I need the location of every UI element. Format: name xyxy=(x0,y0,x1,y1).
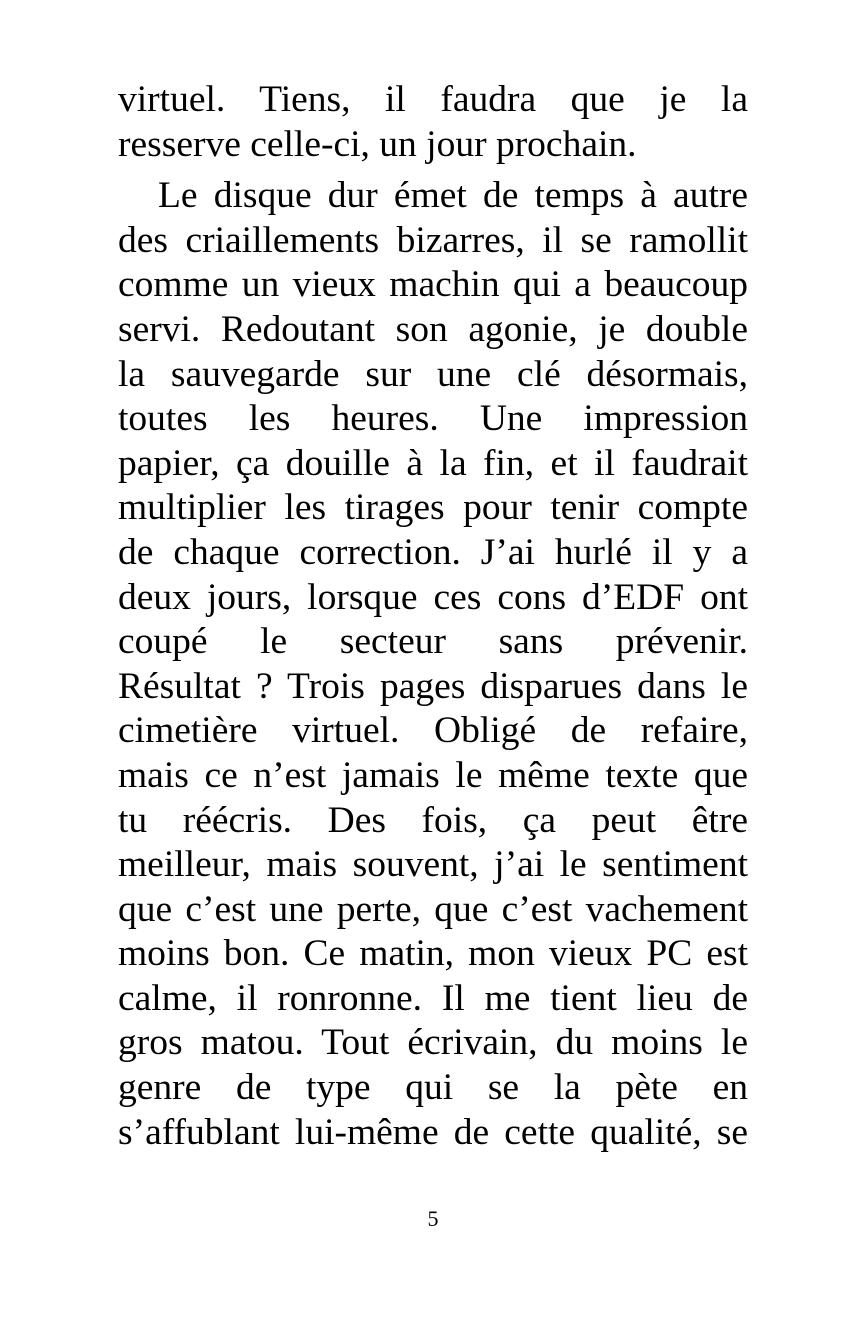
paragraph-1 xyxy=(118,78,748,167)
text-line: des criaillements bizarres, il se ramollit xyxy=(118,219,748,261)
body-text xyxy=(118,78,748,1155)
text-line: virtuel. Tiens, il faudra que je la xyxy=(118,79,748,120)
paragraph-2 xyxy=(118,174,748,1155)
text-line: gros matou. Tout écrivain, du moins le xyxy=(118,1022,748,1064)
text-line: calme, il ronronne. Il me tient lieu de xyxy=(118,977,748,1019)
text-line: meilleur, mais souvent, j’ai le sentiment xyxy=(118,844,748,886)
text-line: cimetière virtuel. Obligé de refaire, xyxy=(118,710,748,752)
text-line: la sauvegarde sur une clé désormais, xyxy=(118,353,748,395)
text-line: resserve celle-ci, un jour prochain. xyxy=(118,123,637,165)
text-line: deux jours, lorsque ces cons d’EDF ont xyxy=(118,576,748,618)
text-line: toutes les heures. Une impression xyxy=(118,398,748,440)
text-line: servi. Redoutant son agonie, je double xyxy=(118,308,748,350)
text-line: que c’est une perte, que c’est vachement xyxy=(118,888,748,930)
text-line: coupé le secteur sans prévenir. xyxy=(118,621,748,663)
text-line: mais ce n’est jamais le même texte que xyxy=(118,754,748,796)
text-line: papier, ça douille à la fin, et il faudrait xyxy=(118,442,748,484)
text-line: tu réécris. Des fois, ça peut être xyxy=(118,799,748,841)
text-line: genre de type qui se la pète en xyxy=(118,1067,748,1109)
text-line: Le disque dur émet de temps à autre xyxy=(158,175,748,217)
text-line: comme un vieux machin qui a beaucoup xyxy=(118,264,748,306)
page-number: 5 xyxy=(427,1206,439,1231)
text-line: s’affublant lui-même de cette qualité, se xyxy=(118,1111,748,1153)
text-line: moins bon. Ce matin, mon vieux PC est xyxy=(118,933,748,975)
paragraph-gap xyxy=(118,167,748,174)
text-line: Résultat ? Trois pages disparues dans le xyxy=(118,665,748,707)
text-line: multiplier les tirages pour tenir compte xyxy=(118,487,748,529)
text-line: de chaque correction. J’ai hurlé il y a xyxy=(118,531,748,573)
